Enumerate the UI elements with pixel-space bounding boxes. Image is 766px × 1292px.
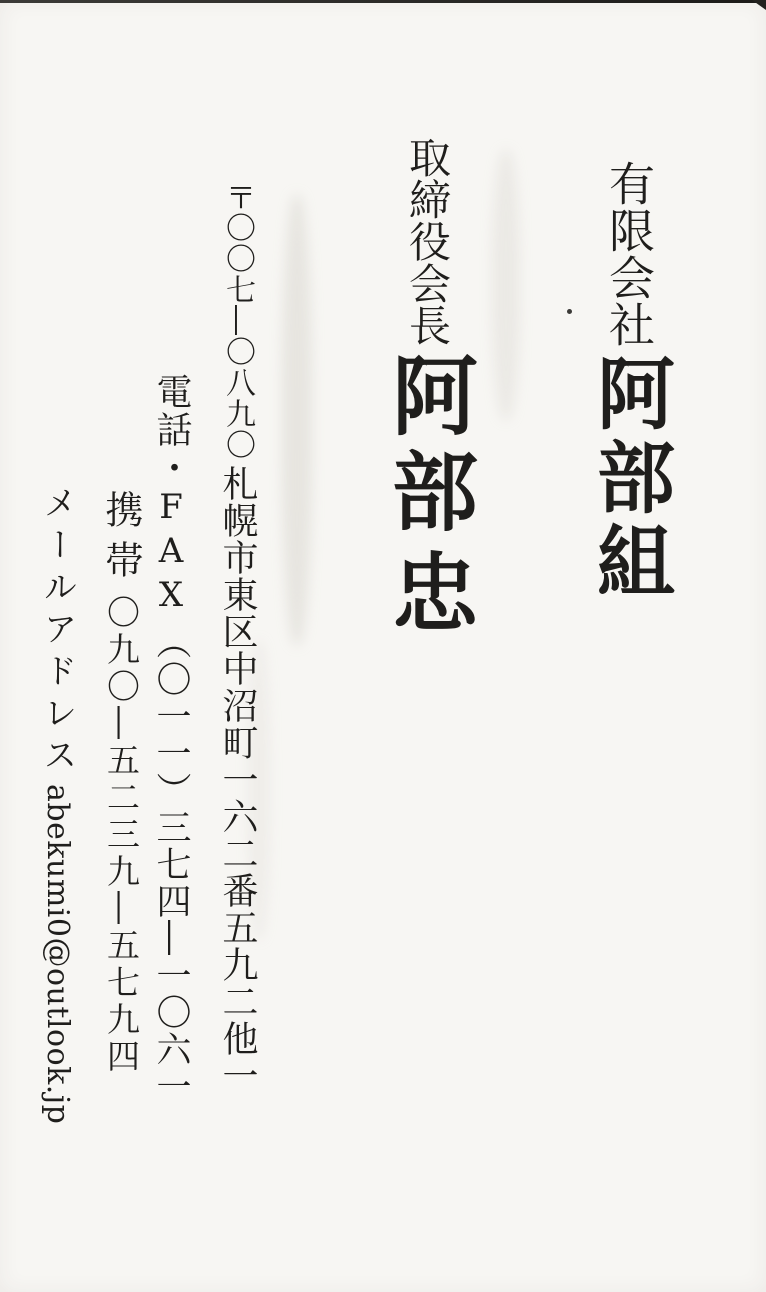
email-address: abekumi0@outlook.jp xyxy=(40,784,75,1125)
postal-code: 〇〇七―〇八九〇 xyxy=(220,212,255,460)
company-column xyxy=(584,160,675,606)
scan-smudge xyxy=(492,150,520,420)
street-address: 札幌市東区中沼町一六二番五九二他一 xyxy=(217,465,258,1095)
email-column xyxy=(37,485,77,1125)
scan-smudge xyxy=(282,195,312,645)
scan-edge-artifact xyxy=(0,0,766,3)
mobile-number: 〇九〇―五二三九―五七九四 xyxy=(102,595,141,1077)
company-legal-prefix: 有限会社 xyxy=(602,160,656,348)
person-family-name: 阿部 xyxy=(377,351,478,544)
fax-label: FAX xyxy=(151,487,191,619)
scan-speck xyxy=(567,309,572,314)
phone-column xyxy=(151,373,192,1106)
mobile-column xyxy=(99,490,143,1077)
mobile-label: 携帯 xyxy=(99,490,143,590)
postal-mark-icon: 〒 xyxy=(220,182,255,212)
person-column xyxy=(377,136,478,635)
phone-number: （〇一一）三七四―一〇六一 xyxy=(151,624,191,1106)
phone-label: 電話・ xyxy=(151,373,192,487)
job-title: 取締役会長 xyxy=(403,136,452,346)
address-column xyxy=(217,182,258,1095)
scan-corner-artifact xyxy=(752,0,766,10)
company-name: 阿部組 xyxy=(584,353,675,606)
person-given-name: 忠 xyxy=(377,548,478,635)
email-label: メールアドレス xyxy=(37,485,77,779)
